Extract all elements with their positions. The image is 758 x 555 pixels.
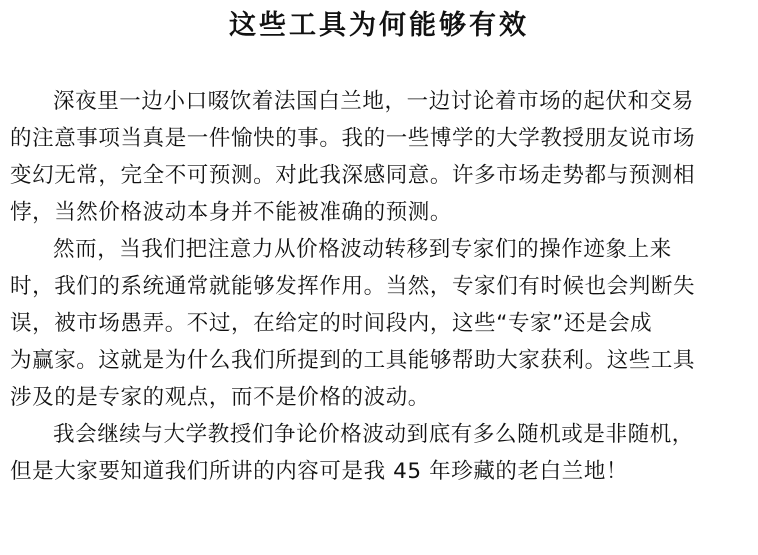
text-line: 为赢家。这就是为什么我们所提到的工具能够帮助大家获利。这些工具 <box>10 348 696 373</box>
text-line: 涉及的是专家的观点，而不是价格的波动。 <box>10 385 430 410</box>
text-line: 的注意事项当真是一件愉快的事。我的一些博学的大学教授朋友说市场 <box>10 126 696 151</box>
body-text <box>10 83 755 490</box>
text-line: 变幻无常，完全不可预测。对此我深感同意。许多市场走势都与预测相 <box>10 163 696 188</box>
text-line: 然而，当我们把注意力从价格波动转移到专家们的操作迹象上来 <box>53 237 672 262</box>
text-line: 悖，当然价格波动本身并不能被准确的预测。 <box>10 200 453 225</box>
text-line: 时，我们的系统通常就能够发挥作用。当然，专家们有时候也会判断失 <box>10 274 696 299</box>
text-line: 但是大家要知道我们所讲的内容可是我 45 年珍藏的老白兰地！ <box>10 459 629 484</box>
text-line: 深夜里一边小口啜饮着法国白兰地，一边讨论着市场的起伏和交易 <box>53 89 694 114</box>
text-line: 我会继续与大学教授们争论价格波动到底有多么随机或是非随机， <box>53 422 694 447</box>
page-title: 这些工具为何能够有效 <box>229 10 529 41</box>
text-line: 误，被市场愚弄。不过，在给定的时间段内，这些“专家”还是会成 <box>10 311 653 336</box>
